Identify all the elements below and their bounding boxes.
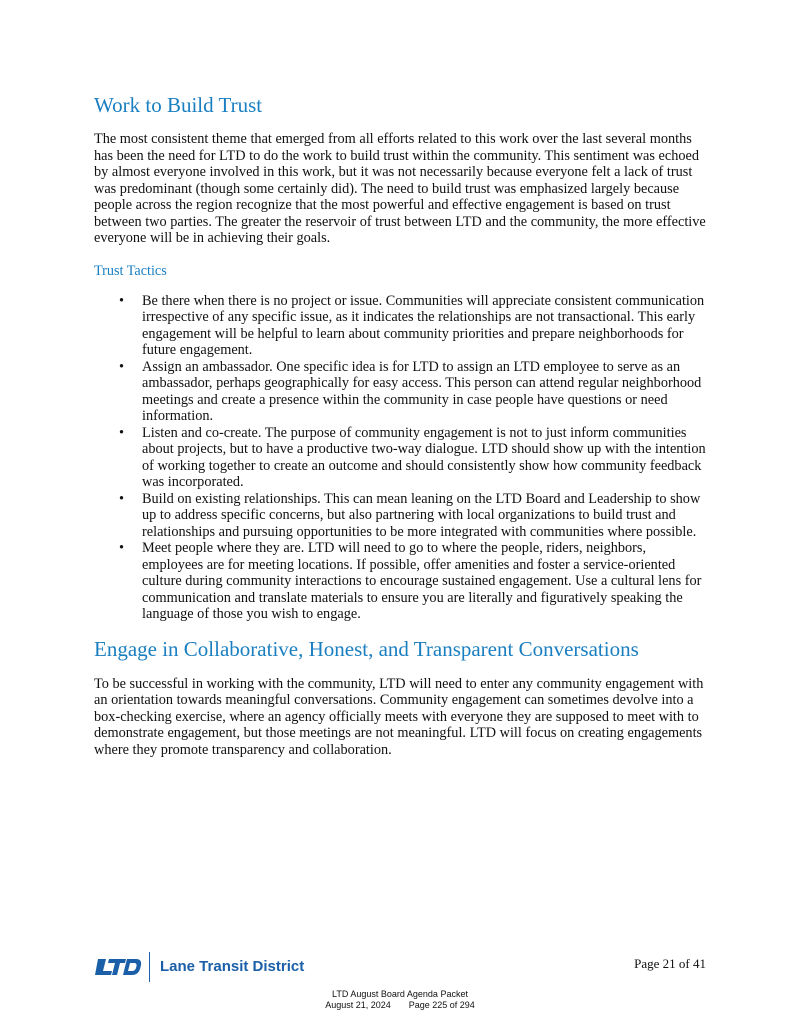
list-item-text: Meet people where they are. LTD will need to go to where the people, riders, neighbors, employees are for meeting locations. If possible, offer amenities and foster a service-oriented culture during community interactions to encourage sustained engagement. Use a cultural lens for communication and translate materials to ensure you are literally and figuratively speaking the language of those you wish to engage.	[142, 540, 702, 622]
packet-date-line	[0, 1000, 800, 1011]
page-footer	[0, 948, 800, 1028]
bullet-icon: •	[119, 358, 125, 375]
list-item	[94, 491, 710, 541]
logo-mark-text: LTD	[94, 957, 97, 958]
list-item-text: Be there when there is no project or issue. Communities will appreciate consistent communication irrespective of any specific issue, as it indicates the relationships are not transactional. This early engagement will be helpful to learn about community priorities and prepare neighborhoods for future engagement.	[142, 292, 705, 358]
build-trust-paragraph: The most consistent theme that emerged from all efforts related to this work over the last several months has been the need for LTD to do the work to build trust within the community. This sentiment was echoed by almost everyone involved in this work, but it was not necessarily because everyone felt a lack of trust was predominant (though some certainly did). The need to build trust was emphasized largely because people across the region recognize that the most powerful and effective engagement is based on trust between two parties. The greater the reservoir of trust between LTD and the community, the more effective everyone will be in achieving their goals.	[94, 131, 706, 246]
logo-wordmark: Lane Transit District	[160, 958, 305, 975]
section-heading-build-trust: Work to Build Trust	[94, 93, 263, 117]
page-number: Page 21 of 41	[634, 956, 706, 971]
bullet-icon: •	[119, 490, 125, 507]
conversations-paragraph: To be successful in working with the community, LTD will need to enter any community engagement with an orientation towards meaningful conversations. Community engagement can sometimes devolve into a box-checking exercise, where an agency officially meets with everyone they are supposed to meet with to demonstrate engagement, but those meetings are not meaningful. LTD will focus on creating engagements where they promote transparency and collaboration.	[94, 675, 704, 758]
list-item-text: Listen and co-create. The purpose of community engagement is not to just inform communities about projects, but to have a productive two-way dialogue. LTD should show up with the intention of working together to create an outcome and should consistently show how community feedback was incorporated.	[142, 424, 706, 490]
list-item	[94, 359, 710, 425]
trust-tactics-heading: Trust Tactics	[94, 262, 167, 279]
section-heading-conversations: Engage in Collaborative, Honest, and Transparent Conversations	[94, 636, 639, 661]
bullet-icon: •	[119, 540, 125, 556]
ltd-logo-icon	[94, 957, 142, 977]
ltd-logo	[94, 952, 334, 982]
page-content	[94, 92, 710, 758]
list-item-text: Assign an ambassador. One specific idea is for LTD to assign an LTD employee to serve as an ambassador, perhaps geographically for easy access. This person can attend regular neighborhood meetings and create a presence within the community in case people have questions or need information.	[142, 358, 702, 424]
packet-info	[0, 989, 800, 1011]
list-item	[94, 425, 710, 491]
logo-divider	[149, 952, 150, 982]
packet-date: August 21, 2024	[325, 1000, 391, 1010]
packet-title: LTD August Board Agenda Packet	[332, 989, 468, 999]
list-item	[94, 293, 710, 359]
list-item	[94, 540, 710, 623]
list-item-text: Build on existing relationships. This can mean leaning on the LTD Board and Leadership to show up to address specific concerns, but also partnering with local organizations to build trust and relationships and pursuing opportunities to be more integrated with communities where possible.	[142, 490, 701, 540]
bullet-icon: •	[119, 424, 125, 441]
packet-page: Page 225 of 294	[408, 1000, 475, 1010]
bullet-icon: •	[119, 292, 125, 309]
trust-tactics-list	[94, 293, 710, 623]
